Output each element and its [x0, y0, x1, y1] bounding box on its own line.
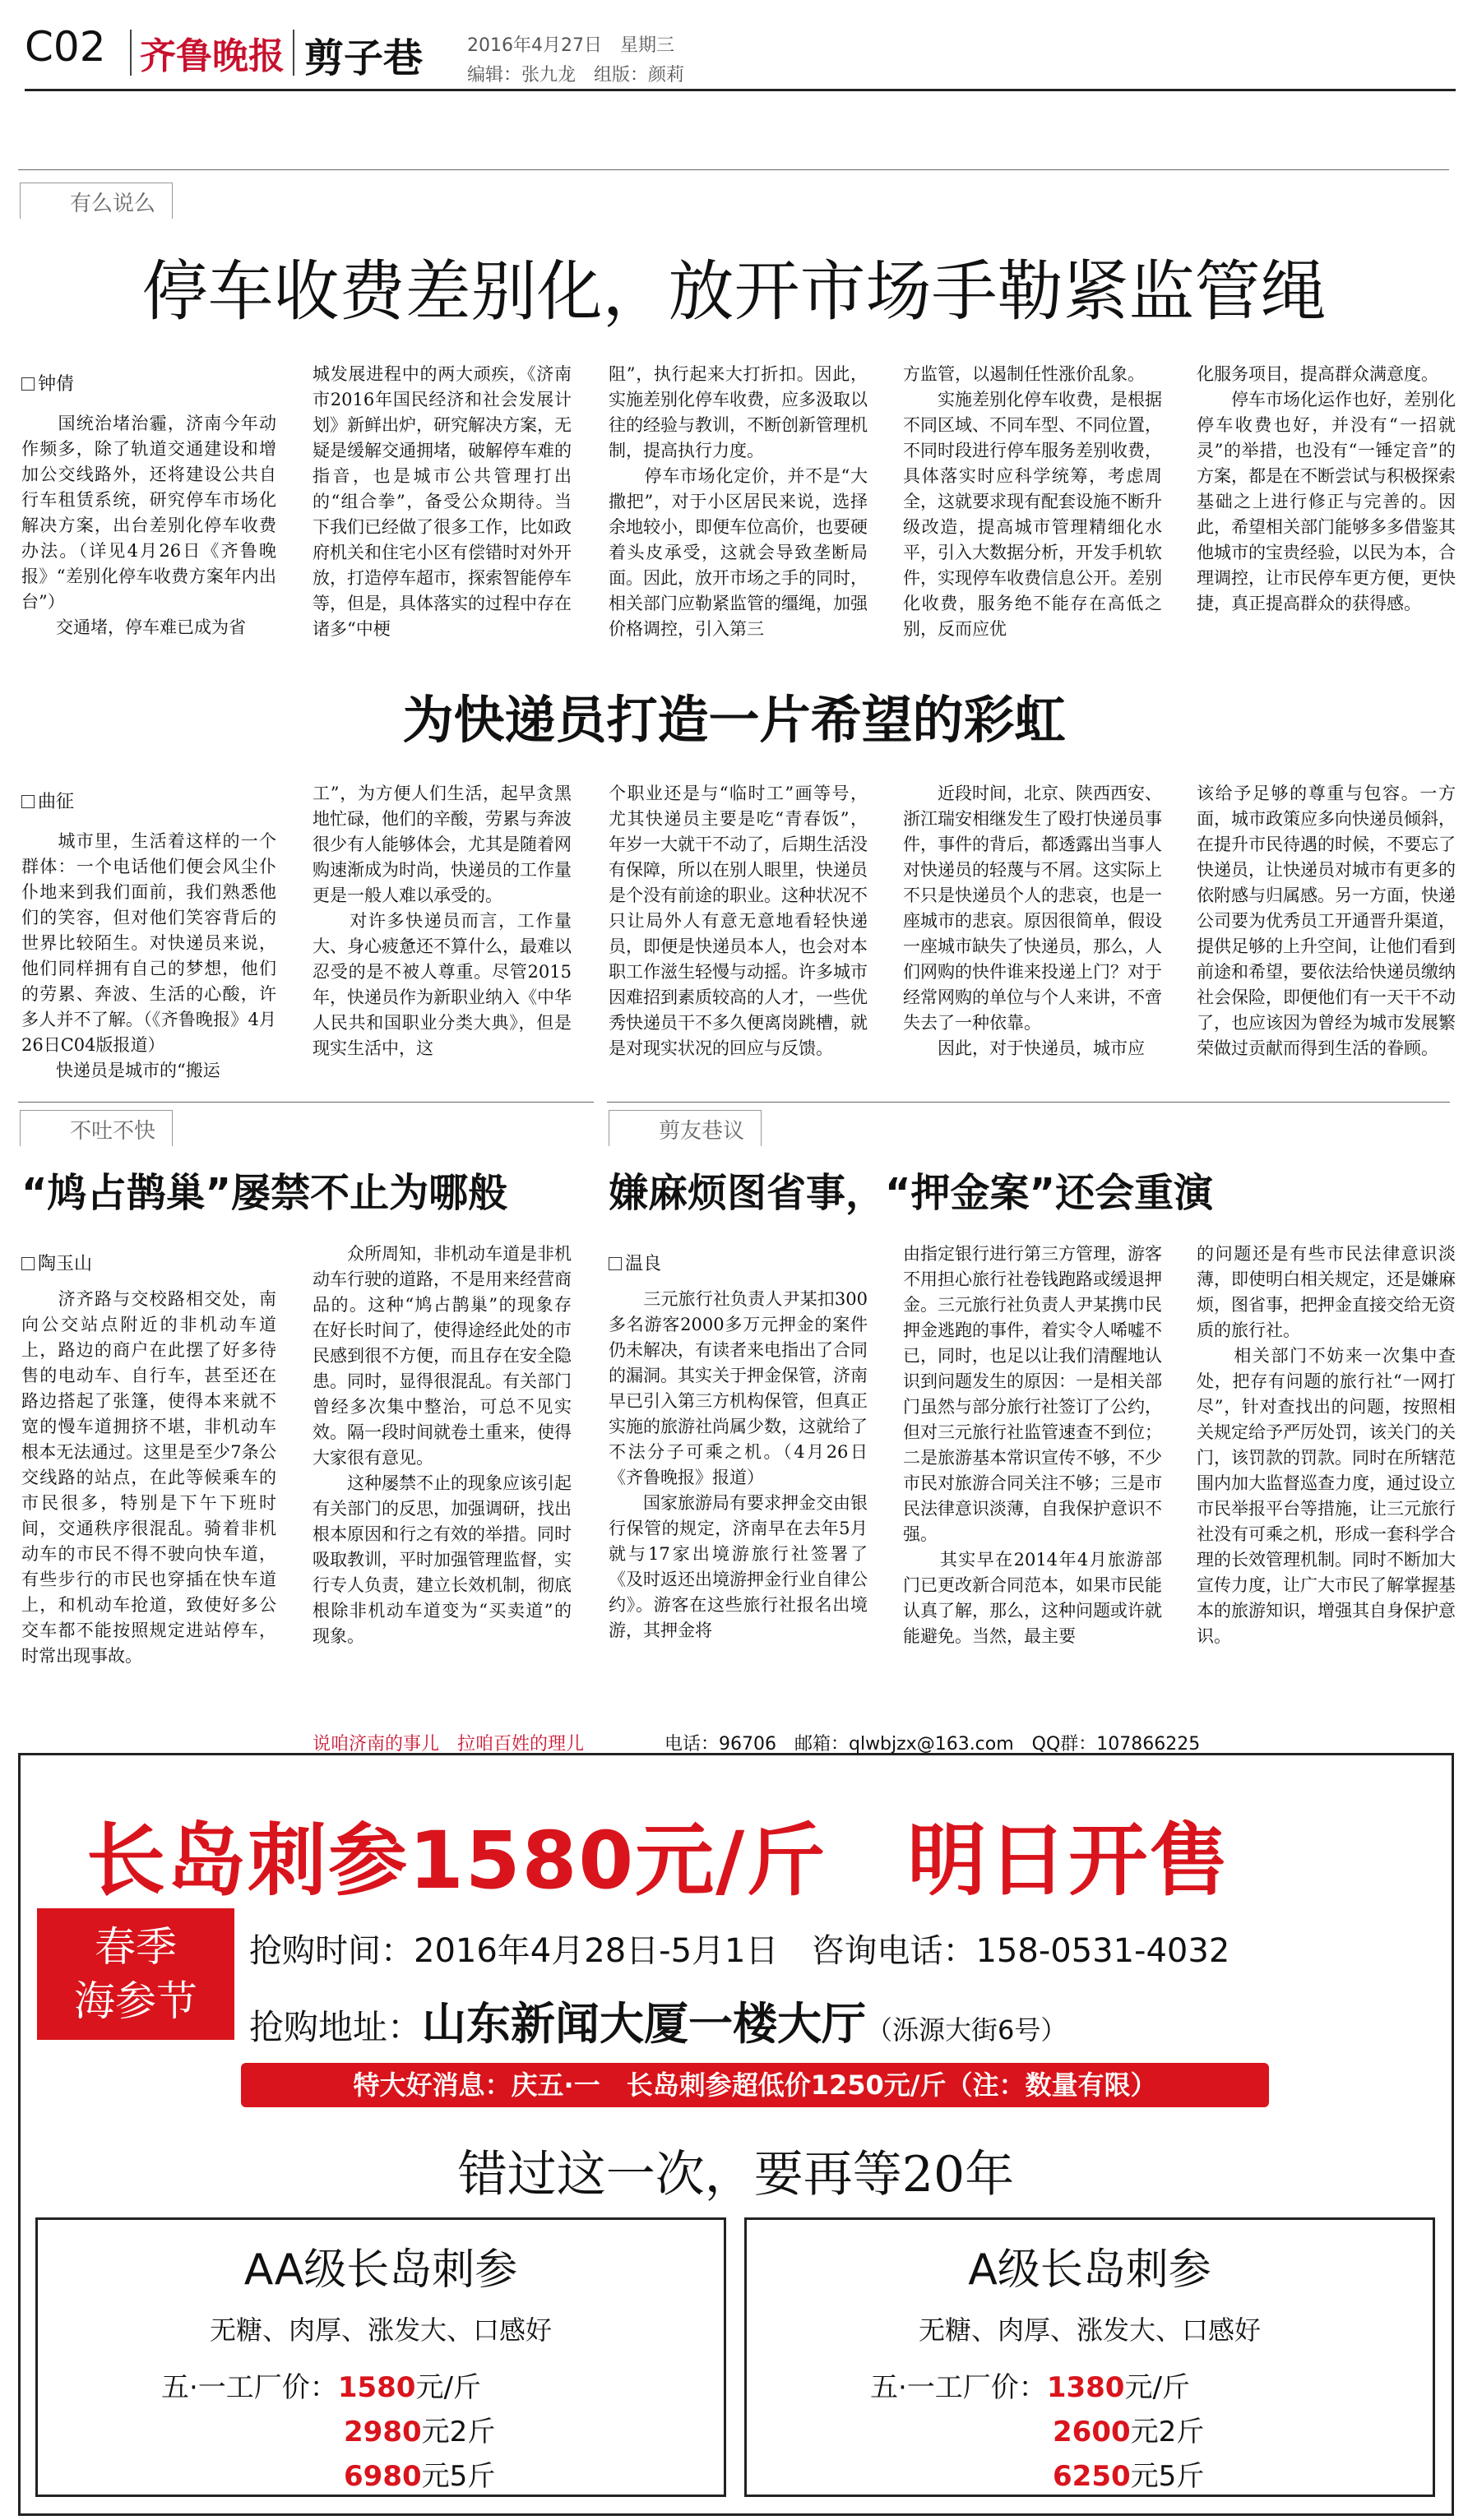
- column-name: 剪子巷: [304, 35, 424, 81]
- article-column: 个职业还是与“临时工”画等号，尤其快递员主要是吃“青春饭”，年岁一大就干不动了，后期生活没有保障，所以在别人眼里，快递员是个没有前途的职业。这种状况不只让局外人有意无意地看轻快递员，即便是快递员本人，也会对本职工作滋生轻慢与动摇。许多城市因难招到素质较高的人才，一些优秀快递员干不多久便离岗跳槽，就是对现实状况的回应与反馈。: [609, 784, 868, 1058]
- article-title: 为快递员打造一片希望的彩虹: [402, 690, 1066, 750]
- product-title: A级长岛刺参: [968, 2245, 1211, 2295]
- article-title: “鸠占鹊巢”屡禁不止为哪般: [21, 1170, 508, 1216]
- price: 2980: [344, 2416, 422, 2448]
- article-title: 停车收费差别化，放开市场手勒紧监管绳: [141, 253, 1327, 330]
- ad-badge: [37, 1908, 234, 2040]
- article-column: 的问题还是有些市民法律意识淡薄，即使明白相关规定，还是嫌麻烦，图省事，把押金直接交给无资质的旅行社。 相关部门不妨来一次集中查处，把存有问题的旅行社“一网打尽”，针对查找出的问题，按照相关规定给予严厉处罚，该关门的关门，该罚款的罚款。同时在所辖范围内加大监督巡查力度，通过设立市民举报平台等措施，让三元旅行社没有可乘之机，形成一套科学合理的长效管理机制。同时不断加大宣传力度，让广大市民了解掌握基本的旅游知识，增强其自身保护意识。: [1197, 1244, 1456, 1646]
- page-header: [25, 15, 1456, 91]
- section-rule: [18, 169, 1449, 170]
- article-column: 化服务项目，提高群众满意度。 停车市场化运作也好，差别化停车收费也好，并没有“一招就灵”的举措，也没有“一锤定音”的方案，都是在不断尝试与积极探索基础之上进行修正与完善的。因此，希望相关部门能够多多借鉴其他城市的宝贵经验，以民为本，合理调控，让市民停车更方便，更快捷，真正提高群众的获得感。: [1197, 364, 1456, 613]
- section-tag: 剪友巷议: [609, 1110, 762, 1146]
- article-column: 阻”，执行起来大打折扣。因此，实施差别化停车收费，应多汲取以往的经验与教训，不断创新管理机制，提高执行力度。 停车市场化定价，并不是“大撒把”，对于小区居民来说，选择余地较小，即便车位高价，也要硬着头皮承受，这就会导致垄断局面。因此，放开市场之手的同时，相关部门应勒紧监管的缰绳，加强价格调控，引入第三: [609, 364, 868, 639]
- section-rule: [18, 1102, 594, 1103]
- footer-slogan: 说咱济南的事儿 拉咱百姓的理儿: [313, 1734, 585, 1755]
- badge-line: 春季: [95, 1923, 177, 1971]
- price: 6250: [1053, 2460, 1131, 2493]
- ad-address: [249, 1989, 1067, 2052]
- article-author: 曲征: [21, 788, 74, 813]
- issue-date: 2016年4月27日 星期三: [467, 35, 674, 56]
- product-features: 无糖、肉厚、涨发大、口感好: [209, 2314, 552, 2346]
- price-row: [344, 2453, 495, 2494]
- newspaper-logo: 齐鲁晚报: [140, 35, 285, 77]
- ad-time-phone: 抢购时间：2016年4月28日-5月1日 咨询电话：158-0531-4032: [249, 1932, 1230, 1970]
- article-column: 近段时间，北京、陕西西安、浙江瑞安相继发生了殴打快递员事件，事件的背后，都透露出当事人对快递员的轻蔑与不屑。这实际上不只是快递员个人的悲哀，也是一座城市的悲哀。原因很简单，假设一座城市缺失了快递员，那么，人们网购的快件谁来投递上门？对于经常网购的单位与个人来讲，不啻失去了一种依靠。 因此，对于快递员，城市应: [903, 784, 1162, 1058]
- price-label: 五·一工厂价：: [161, 2371, 338, 2404]
- price-row: [1053, 2453, 1204, 2494]
- price-unit: 元/斤: [415, 2371, 481, 2404]
- product-box-a: [744, 2217, 1435, 2497]
- article-column: 该给予足够的尊重与包容。一方面，城市政策应多向快递员倾斜，在提升市民待遇的时候，不要忘了快递员，让快递员对城市有更多的依附感与归属感。另一方面，快递公司要为优秀员工开通晋升渠道，提供足够的上升空间，让他们看到前途和希望，要依法给快递员缴纳社会保险，即便他们有一天干不动了，也应该因为曾经为城市发展繁荣做过贡献而得到生活的眷顾。: [1197, 784, 1456, 1058]
- advertisement: [18, 1753, 1454, 2516]
- section-tag: 有么说么: [20, 183, 173, 219]
- divider: [130, 30, 132, 76]
- product-box-aa: [35, 2217, 726, 2497]
- divider: [293, 30, 294, 76]
- article-column: 济齐路与交校路相交处，南向公交站点附近的非机动车道上，路边的商户在此摆了好多待售的电动车、自行车，甚至还在路边搭起了张篷，使得本来就不宽的慢车道拥挤不堪，非机动车根本无法通过。这里是至少7条公交线路的站点，在此等候乘车的市民很多，特别是下午下班时间，交通秩序很混乱。骑着非机动车的市民不得不驶向快车道，有些步行的市民也穿插在快车道上，和机动车抢道，致使好多公交车都不能按照规定进站停车，时常出现事故。: [21, 1289, 276, 1666]
- price: 6980: [344, 2460, 422, 2493]
- article-column: 国统治堵治霾，济南今年动作频多，除了轨道交通建设和增加公交线路外，还将建设公共自行车租赁系统，研究停车市场化解决方案，出台差别化停车收费办法。（详见4月26日《齐鲁晚报》“差别化停车收费方案年内出台”） 交通堵，停车难已成为省: [21, 414, 276, 637]
- article-column: 由指定银行进行第三方管理，游客不用担心旅行社卷钱跑路或缓退押金。三元旅行社负责人尹某携巾民押金逃跑的事件，着实令人唏嘘不已，同时，也足以让我们清醒地认识到问题发生的原因：一是相关部门虽然与部分旅行社签订了公约，但对三元旅行社监管速查不到位；二是旅游基本常识宣传不够，不少市民对旅游合同关注不够；三是市民法律意识淡薄，自我保护意识不强。 其实早在2014年4月旅游部门已更改新合同范本，如果市民能认真了解，那么，这种问题或许就能避免。当然，最主要: [903, 1244, 1162, 1646]
- article-column: 城市里，生活着这样的一个群体：一个电话他们便会风尘仆仆地来到我们面前，我们熟悉他们的笑容，但对他们笑容背后的世界比较陌生。对快递员来说，他们同样拥有自己的梦想，他们的劳累、奔波、生活的心酸，许多人并不了解。（《齐鲁晚报》4月26日C04版报道） 快递员是城市的“搬运: [21, 831, 276, 1080]
- section-tag: 不吐不快: [20, 1110, 173, 1146]
- address-note: （泺源大街6号）: [866, 2014, 1067, 2046]
- article-column: 方监管，以遏制任性涨价乱象。 实施差别化停车收费，是根据不同区域、不同车型、不同位置，不同时段进行停车服务差别收费，具体落实时应科学统筹，考虑周全，这就要求现有配套设施不断升级改造，提高城市管理精细化水平，引入大数据分析，开发手机软件，实现停车收费信息公开。差别化收费，服务绝不能存在高低之别，反而应优: [903, 364, 1162, 639]
- footer-contacts: 电话：96706 邮箱：qlwbjzx@163.com QQ群：107866225: [665, 1734, 1201, 1755]
- article-column: 城发展进程中的两大顽疾，《济南市2016年国民经济和社会发展计划》新鲜出炉，研究解决方案，无疑是缓解交通拥堵，破解停车难的指音，也是城市公共管理打出的“组合拳”，备受公众期待。当下我们已经做了很多工作，比如政府机关和住宅小区有偿错时对外开放，打造停车超市，探索智能停车等，但是，具体落实的过程中存在诸多“中梗: [313, 364, 572, 639]
- address-value: 山东新闻大厦一楼大厅: [422, 1998, 867, 2050]
- product-title: AA级长岛刺参: [243, 2245, 518, 2295]
- badge-line: 海参节: [74, 1977, 197, 2025]
- editors: 编辑：张九龙 组版：颜莉: [467, 65, 685, 86]
- article-column: 工”，为方便人们生活，起早贪黑地忙碌，他们的辛酸，劳累与奔波很少有人能够体会，尤其是随着网购速渐成为时尚，快递员的工作量更是一般人难以承受的。 对许多快递员而言，工作量大、身心疲惫还不算什么，最难以忍受的是不被人尊重。尽管2015年，快递员作为新职业纳入《中华人民共和国职业分类大典》，但是现实生活中，这: [313, 784, 572, 1058]
- article-author: 钟倩: [21, 370, 74, 395]
- price-unit: 元/斤: [1124, 2371, 1190, 2404]
- ad-slogan: 错过这一次，要再等20年: [457, 2146, 1015, 2203]
- price-row: [344, 2409, 495, 2449]
- price: 2600: [1053, 2416, 1131, 2448]
- section-rule: [607, 1102, 1450, 1103]
- product-features: 无糖、肉厚、涨发大、口感好: [918, 2314, 1261, 2346]
- price: 1380: [1046, 2371, 1125, 2404]
- price-unit: 元2斤: [421, 2416, 496, 2448]
- article-author: 陶玉山: [21, 1250, 92, 1275]
- ad-banner: 特大好消息：庆五·一 长岛刺参超低价1250元/斤（注：数量有限）: [241, 2063, 1269, 2107]
- price-row: [1053, 2409, 1204, 2449]
- article-author: 温良: [609, 1250, 661, 1275]
- price-unit: 元5斤: [1130, 2460, 1205, 2493]
- price-row: [870, 2365, 1190, 2405]
- price-unit: 元2斤: [1130, 2416, 1205, 2448]
- article-column: 众所周知，非机动车道是非机动车行驶的道路，不是用来经营商品的。这种“鸠占鹊巢”的现象存在好长时间了，使得途经此处的市民感到很不方便，而且存在安全隐患。同时，显得很混乱。有关部门曾经多次集中整治，可总不见实效。隔一段时间就卷土重来，使得大家很有意见。 这种屡禁不止的现象应该引起有关部门的反思，加强调研，找出根本原因和行之有效的举措。同时吸取教训，平时加强管理监督，实行专人负责，建立长效机制，彻底根除非机动车道变为“买卖道”的现象。: [313, 1244, 572, 1646]
- price-label: 五·一工厂价：: [870, 2371, 1047, 2404]
- price-row: [161, 2365, 481, 2405]
- page-number: C02: [25, 23, 106, 71]
- ad-title: 长岛刺参1580元/斤 明日开售: [86, 1815, 1230, 1907]
- article-title: 嫌麻烦图省事，“押金案”还会重演: [609, 1170, 1214, 1216]
- price: 1580: [337, 2371, 416, 2404]
- price-unit: 元5斤: [421, 2460, 496, 2493]
- article-column: 三元旅行社负责人尹某扣300多名游客2000多万元押金的案件仍未解决，有读者来电指出了合同的漏洞。其实关于押金保管，济南早已引入第三方机构保管，但真正实施的旅游社尚属少数，这就给了不法分子可乘之机。（4月26日《齐鲁晚报》报道） 国家旅游局有要求押金交由银行保管的规定，济南早在去年5月就与17家出境游旅行社签署了《及时返还出境游押金行业自律公约》。游客在这些旅行社报名出境游，其押金将: [609, 1289, 868, 1640]
- address-label: 抢购地址：: [249, 2007, 423, 2047]
